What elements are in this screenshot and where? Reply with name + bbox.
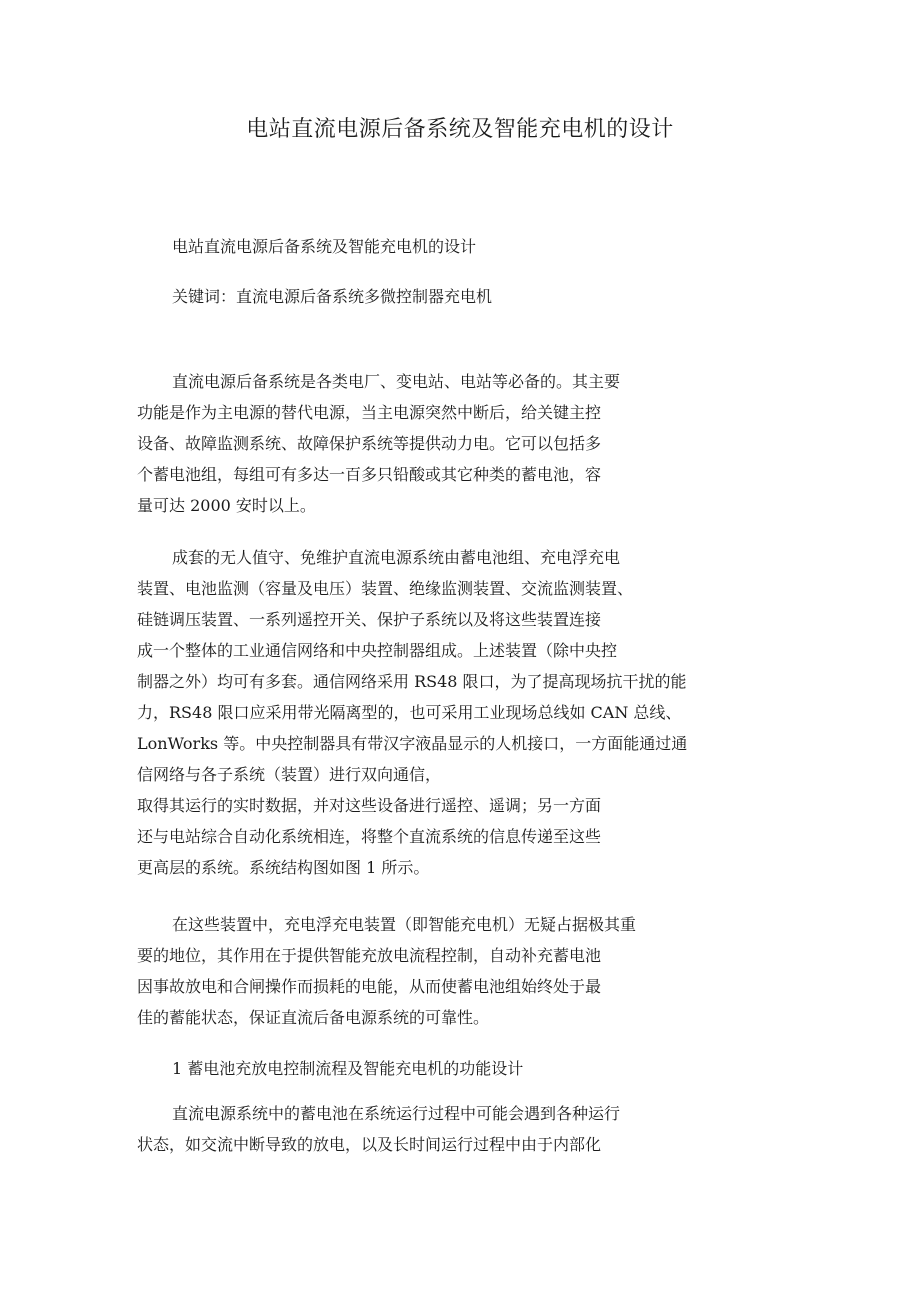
paragraph-line: 状态，如交流中断导致的放电，以及长时间运行过程中由于内部化 <box>137 1135 602 1154</box>
paragraph-line: 功能是作为主电源的替代电源，当主电源突然中断后，给关键主控 <box>137 403 602 422</box>
paragraph-line: 直流电源系统中的蓄电池在系统运行过程中可能会遇到各种运行 <box>172 1104 621 1123</box>
paragraph-line: 信网络与各子系统（装置）进行双向通信， <box>137 765 442 784</box>
paragraph-line: 取得其运行的实时数据，并对这些设备进行遥控、遥调；另一方面 <box>137 796 602 815</box>
paragraph-line: 个蓄电池组，每组可有多达一百多只铅酸或其它种类的蓄电池，容 <box>137 465 602 484</box>
paragraph-line: 成一个整体的工业通信网络和中央控制器组成。上述装置（除中央控 <box>137 641 618 660</box>
paragraph-line: 还与电站综合自动化系统相连，将整个直流系统的信息传递至这些 <box>137 827 602 846</box>
paragraph-line: 直流电源后备系统是各类电厂、变电站、电站等必备的。其主要 <box>172 372 621 391</box>
document-subtitle: 电站直流电源后备系统及智能充电机的设计 <box>172 237 477 256</box>
paragraph-line: 硅链调压装置、一系列遥控开关、保护子系统以及将这些装置连接 <box>137 610 602 629</box>
paragraph-line: 在这些装置中，充电浮充电装置（即智能充电机）无疑占据极其重 <box>172 915 637 934</box>
paragraph-1 <box>137 366 787 521</box>
paragraph-line: 设备、故障监测系统、故障保护系统等提供动力电。它可以包括多 <box>137 434 602 453</box>
paragraph-line: 力，RS48 限口应采用带光隔离型的，也可采用工业现场总线如 CAN 总线、 <box>137 703 682 722</box>
paragraph-line: 成套的无人值守、免维护直流电源系统由蓄电池组、充电浮充电 <box>172 548 621 567</box>
paragraph-line: 装置、电池监测（容量及电压）装置、绝缘监测装置、交流监测装置、 <box>137 579 634 598</box>
paragraph-2 <box>137 542 787 883</box>
paragraph-line: 佳的蓄能状态，保证直流后备电源系统的可靠性。 <box>137 1008 490 1027</box>
keywords-line: 关键词：直流电源后备系统多微控制器充电机 <box>172 287 493 306</box>
paragraph-3 <box>137 909 787 1033</box>
section-paragraph-1 <box>137 1098 787 1160</box>
paragraph-line: LonWorks 等。中央控制器具有带汉字液晶显示的人机接口，一方面能通过通 <box>137 734 688 753</box>
paragraph-line: 制器之外）均可有多套。通信网络采用 RS48 限口，为了提高现场抗干扰的能 <box>137 672 687 691</box>
section-heading: 1 蓄电池充放电控制流程及智能充电机的功能设计 <box>172 1059 524 1078</box>
document-title: 电站直流电源后备系统及智能充电机的设计 <box>246 117 674 142</box>
paragraph-line: 更高层的系统。系统结构图如图 1 所示。 <box>137 858 430 877</box>
paragraph-line: 因事故放电和合闸操作而损耗的电能，从而使蓄电池组始终处于最 <box>137 977 602 996</box>
paragraph-line: 量可达 2000 安时以上。 <box>137 496 316 515</box>
paragraph-line: 要的地位，其作用在于提供智能充放电流程控制，自动补充蓄电池 <box>137 946 602 965</box>
